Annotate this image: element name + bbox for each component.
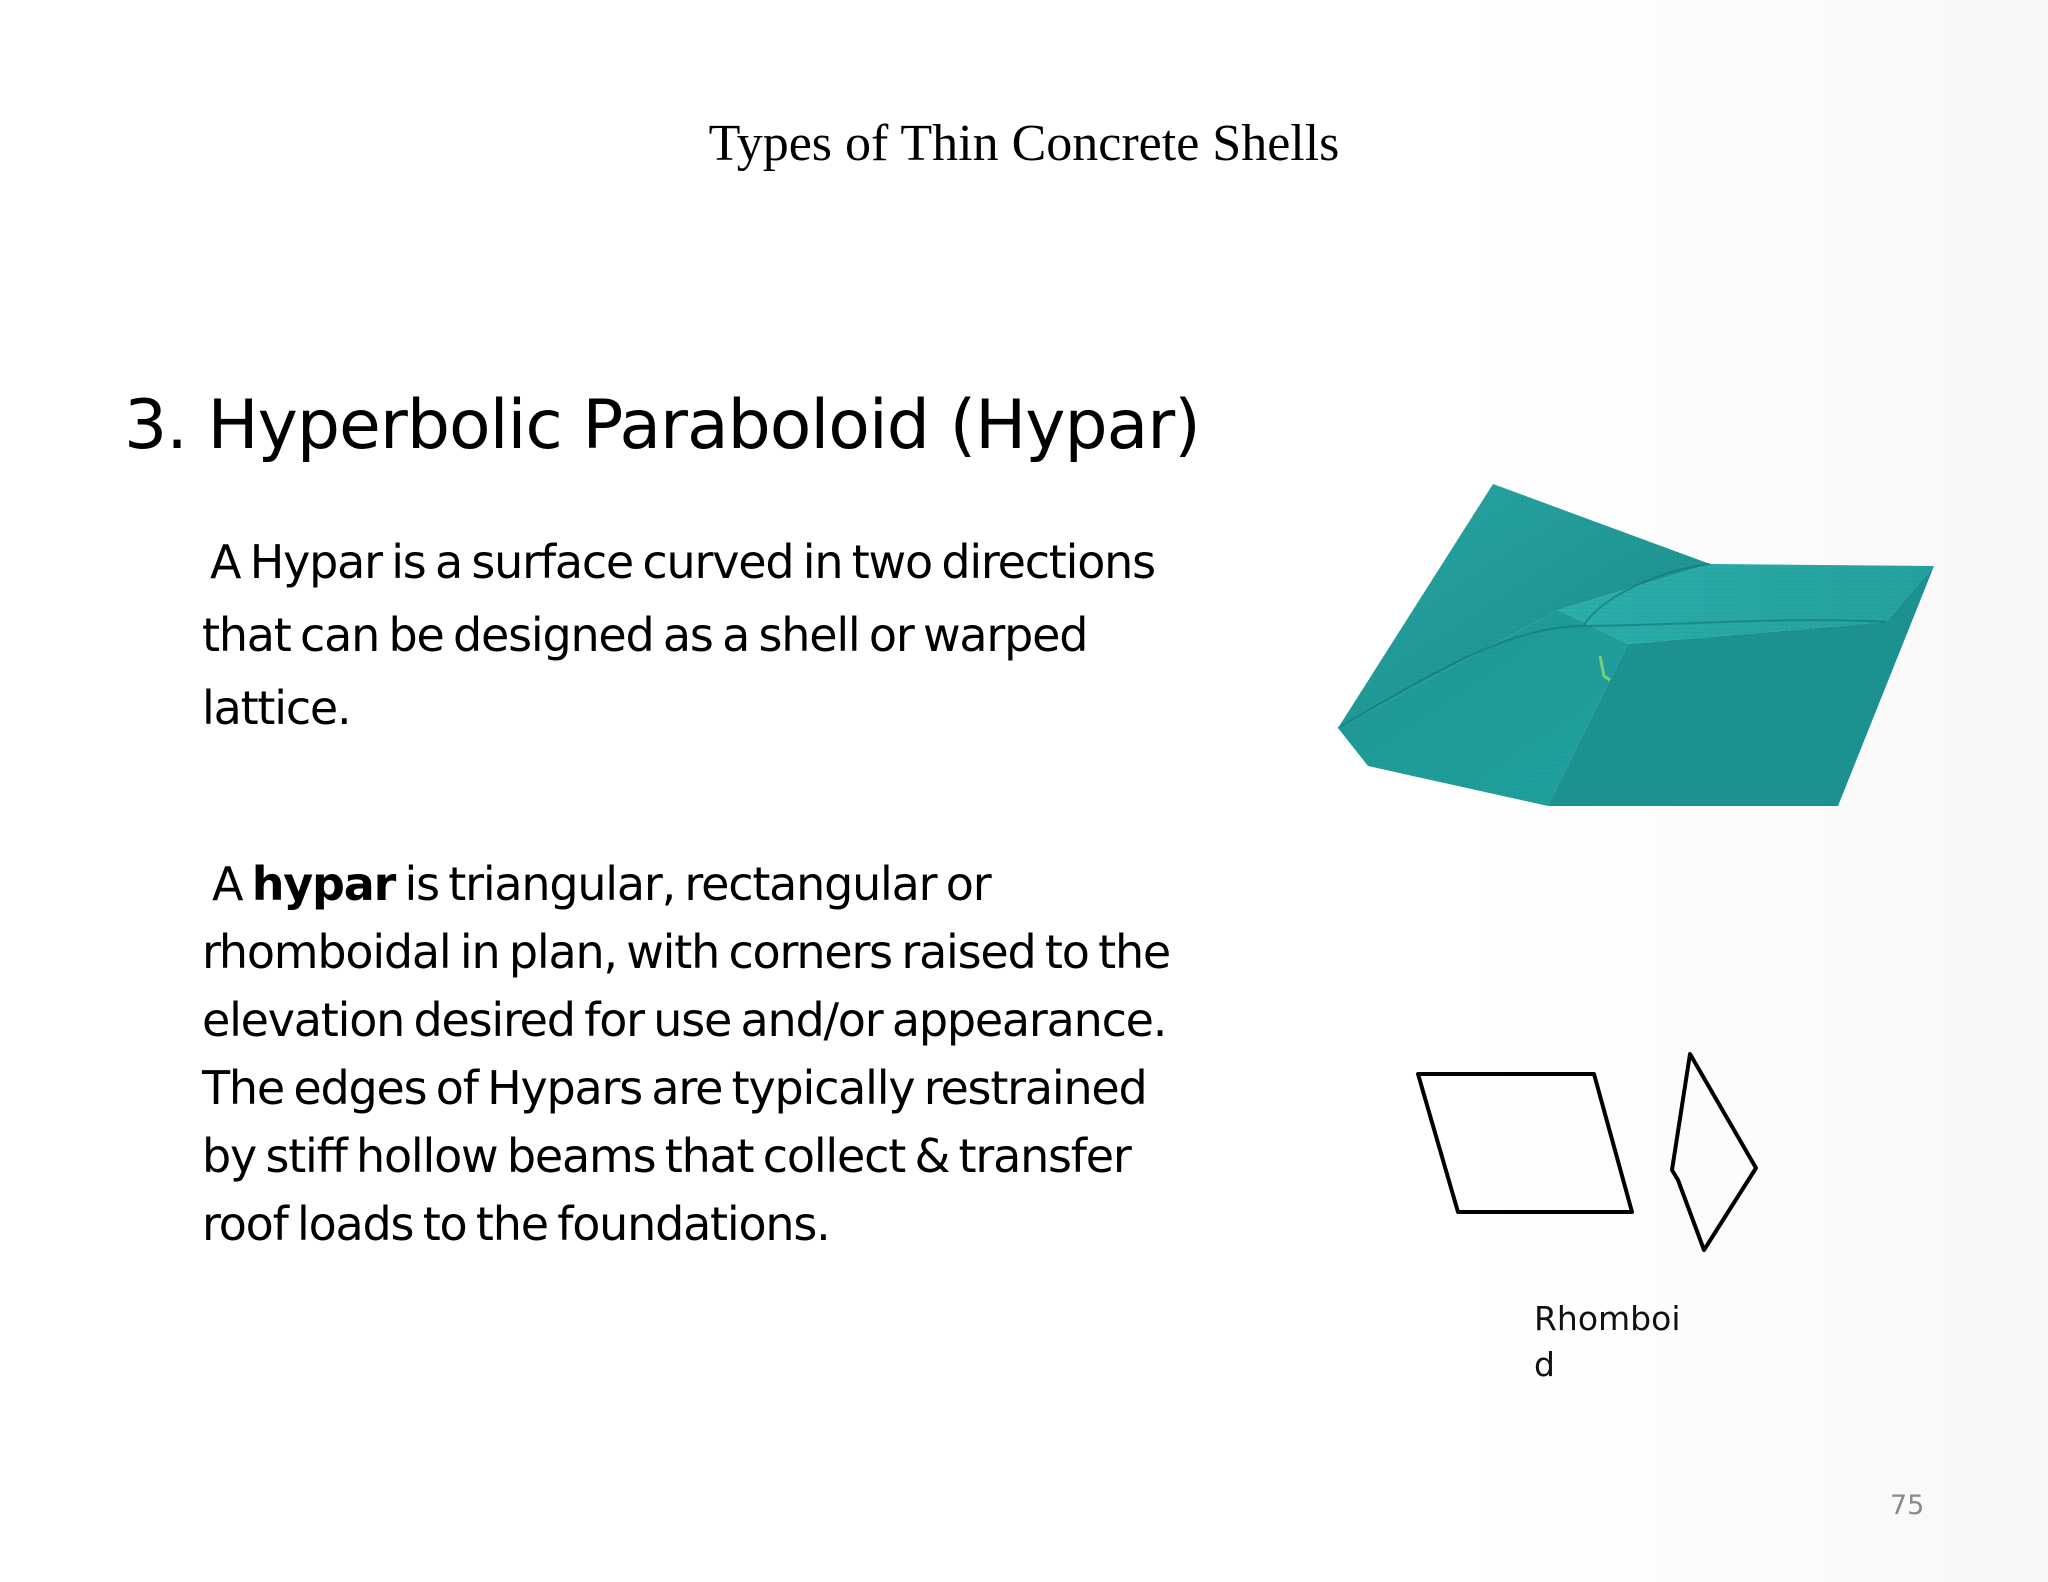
rhomboid-outline-shapes bbox=[1410, 1040, 1770, 1260]
paragraph-definition-text: A Hypar is a surface curved in two directions that can be designed as a shell or warped lattice. bbox=[202, 535, 1155, 735]
paragraph-plan-lead: A bbox=[212, 857, 252, 911]
hyperbolic-paraboloid-surface-illustration bbox=[1338, 476, 1938, 816]
section-heading: 3. Hyperbolic Paraboloid (Hypar) bbox=[124, 386, 1200, 465]
paragraph-definition bbox=[202, 526, 1182, 745]
paragraph-plan-rest: is triangular, rectangular or rhomboidal in plan, with corners raised to the elevation desired for use and/or appearance. The edges of Hypars are typically restrained by stiff hollow beams that collect & transfer roof loads to the foundations. bbox=[202, 857, 1171, 1251]
rhomboid-shape-wide bbox=[1418, 1074, 1632, 1212]
rhomboid-shape-narrow bbox=[1672, 1054, 1756, 1250]
hypar-mesh-overlay bbox=[1338, 484, 1934, 806]
rhomboid-figure-caption: Rhomboid bbox=[1534, 1299, 1681, 1384]
paragraph-plan-description bbox=[202, 850, 1182, 1258]
paragraph-plan-bold-term: hypar bbox=[251, 857, 396, 911]
page-number: 75 bbox=[1890, 1490, 1925, 1521]
slide-header-title: Types of Thin Concrete Shells bbox=[708, 115, 1340, 172]
